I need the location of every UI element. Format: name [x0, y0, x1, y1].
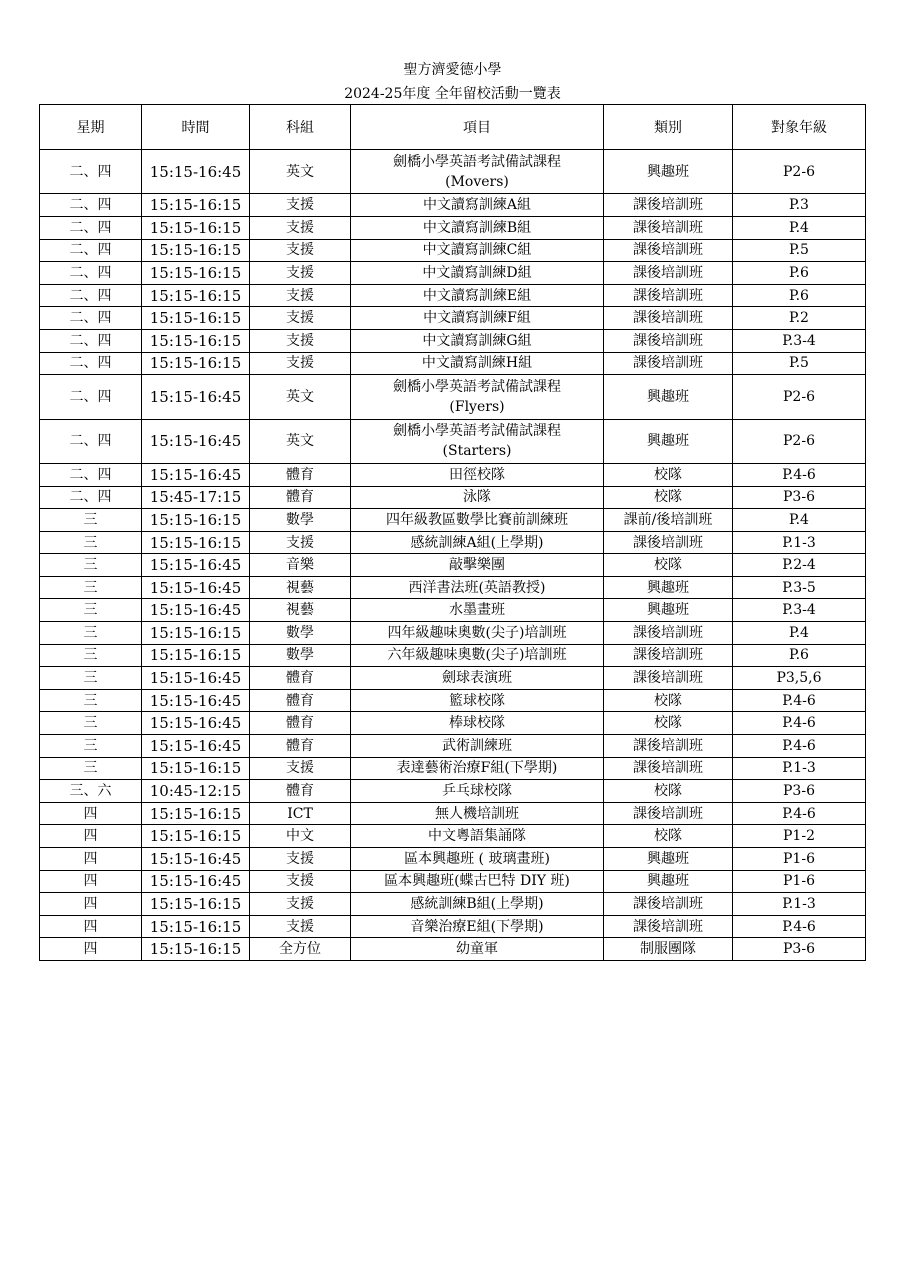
cell-dept: 支援 [250, 284, 351, 307]
cell-time: 15:15-16:15 [142, 352, 250, 375]
cell-item: 乒乓球校隊 [351, 780, 604, 803]
table-row [40, 150, 866, 194]
cell-grade: P3-6 [733, 938, 866, 961]
cell-item-line1: 劍橋小學英語考試備試課程 [393, 378, 561, 395]
cell-time: 15:15-16:45 [142, 735, 250, 758]
cell-type: 校隊 [604, 463, 733, 486]
column-header-dept: 科組 [250, 105, 351, 150]
cell-dept: 支援 [250, 329, 351, 352]
cell-grade: P.6 [733, 644, 866, 667]
cell-dept: 英文 [250, 375, 351, 419]
cell-grade: P.4-6 [733, 915, 866, 938]
cell-item: 感統訓練A組(上學期) [351, 531, 604, 554]
cell-type: 課後培訓班 [604, 622, 733, 645]
cell-dept: 支援 [250, 757, 351, 780]
cell-day: 二、四 [40, 216, 142, 239]
cell-day: 二、四 [40, 419, 142, 463]
table-body [40, 150, 866, 961]
table-row [40, 576, 866, 599]
cell-dept: 體育 [250, 689, 351, 712]
cell-item-line1: 劍橋小學英語考試備試課程 [393, 153, 561, 170]
table-row [40, 893, 866, 916]
cell-type: 課後培訓班 [604, 735, 733, 758]
document-title: 2024-25年度 全年留校活動一覽表 [344, 86, 561, 102]
cell-grade: P.3-4 [733, 329, 866, 352]
cell-day: 四 [40, 938, 142, 961]
cell-time: 15:15-16:45 [142, 554, 250, 577]
cell-grade: P1-6 [733, 848, 866, 871]
cell-grade: P3-6 [733, 486, 866, 509]
table-row [40, 689, 866, 712]
cell-day: 三 [40, 531, 142, 554]
cell-type: 興趣班 [604, 599, 733, 622]
cell-day: 三 [40, 667, 142, 690]
cell-item-line2: (Movers) [445, 173, 509, 190]
cell-grade: P.4-6 [733, 802, 866, 825]
cell-time: 15:15-16:45 [142, 667, 250, 690]
cell-item: 中文讀寫訓練D組 [351, 262, 604, 285]
cell-item: 中文粵語集誦隊 [351, 825, 604, 848]
cell-day: 三 [40, 689, 142, 712]
cell-grade: P.4-6 [733, 689, 866, 712]
cell-dept: 支援 [250, 307, 351, 330]
cell-grade: P.6 [733, 284, 866, 307]
cell-time: 15:15-16:15 [142, 531, 250, 554]
cell-item: 水墨畫班 [351, 599, 604, 622]
cell-item: 六年級趣味奧數(尖子)培訓班 [351, 644, 604, 667]
cell-dept: 體育 [250, 486, 351, 509]
cell-day: 四 [40, 870, 142, 893]
cell-time: 15:45-17:15 [142, 486, 250, 509]
cell-time: 15:15-16:15 [142, 284, 250, 307]
cell-dept: 支援 [250, 262, 351, 285]
cell-item: 四年級教區數學比賽前訓練班 [351, 509, 604, 532]
cell-type: 制服團隊 [604, 938, 733, 961]
cell-time: 15:15-16:15 [142, 644, 250, 667]
cell-item: 田徑校隊 [351, 463, 604, 486]
cell-dept: 全方位 [250, 938, 351, 961]
table-row [40, 848, 866, 871]
table-row [40, 599, 866, 622]
cell-type: 課後培訓班 [604, 893, 733, 916]
cell-dept: 體育 [250, 667, 351, 690]
cell-dept: 體育 [250, 463, 351, 486]
table-header-row [40, 105, 866, 150]
cell-day: 三 [40, 554, 142, 577]
cell-day: 二、四 [40, 239, 142, 262]
cell-type: 校隊 [604, 712, 733, 735]
cell-time: 15:15-16:15 [142, 893, 250, 916]
cell-type: 校隊 [604, 554, 733, 577]
cell-grade: P2-6 [733, 150, 866, 194]
cell-time: 15:15-16:45 [142, 375, 250, 419]
cell-time: 15:15-16:15 [142, 194, 250, 217]
table-row [40, 284, 866, 307]
cell-grade: P1-2 [733, 825, 866, 848]
cell-time: 15:15-16:45 [142, 712, 250, 735]
table-row [40, 554, 866, 577]
cell-day: 二、四 [40, 307, 142, 330]
cell-time: 15:15-16:45 [142, 150, 250, 194]
cell-type: 興趣班 [604, 870, 733, 893]
cell-item: 敲擊樂團 [351, 554, 604, 577]
cell-item: 西洋書法班(英語教授) [351, 576, 604, 599]
cell-item: 中文讀寫訓練H組 [351, 352, 604, 375]
cell-grade: P.4-6 [733, 463, 866, 486]
cell-dept: 支援 [250, 915, 351, 938]
cell-time: 15:15-16:45 [142, 599, 250, 622]
cell-dept: 支援 [250, 216, 351, 239]
cell-grade: P.3-5 [733, 576, 866, 599]
cell-grade: P3,5,6 [733, 667, 866, 690]
table-row [40, 757, 866, 780]
cell-day: 三 [40, 599, 142, 622]
cell-type: 課後培訓班 [604, 216, 733, 239]
table-row [40, 307, 866, 330]
cell-grade: P3-6 [733, 780, 866, 803]
cell-type: 課後培訓班 [604, 667, 733, 690]
cell-type: 課後培訓班 [604, 915, 733, 938]
cell-day: 三 [40, 757, 142, 780]
cell-type: 課後培訓班 [604, 194, 733, 217]
table-row [40, 509, 866, 532]
cell-item: 武術訓練班 [351, 735, 604, 758]
cell-day: 二、四 [40, 150, 142, 194]
table-row [40, 194, 866, 217]
cell-day: 三 [40, 509, 142, 532]
cell-day: 三、六 [40, 780, 142, 803]
cell-type: 課後培訓班 [604, 329, 733, 352]
table-row [40, 375, 866, 419]
cell-type: 課後培訓班 [604, 531, 733, 554]
cell-item: 中文讀寫訓練E組 [351, 284, 604, 307]
cell-time: 15:15-16:15 [142, 262, 250, 285]
column-header-day: 星期 [40, 105, 142, 150]
cell-time: 15:15-16:45 [142, 576, 250, 599]
cell-item [351, 150, 604, 194]
cell-item: 中文讀寫訓練A組 [351, 194, 604, 217]
table-row [40, 329, 866, 352]
cell-time: 15:15-16:15 [142, 757, 250, 780]
cell-type: 校隊 [604, 486, 733, 509]
cell-time: 15:15-16:15 [142, 622, 250, 645]
cell-day: 二、四 [40, 194, 142, 217]
cell-time: 15:15-16:45 [142, 689, 250, 712]
cell-type: 興趣班 [604, 848, 733, 871]
cell-type: 校隊 [604, 825, 733, 848]
column-header-time: 時間 [142, 105, 250, 150]
cell-grade: P.6 [733, 262, 866, 285]
cell-item: 區本興趣班(蝶古巴特 DIY 班) [351, 870, 604, 893]
cell-type: 課後培訓班 [604, 757, 733, 780]
cell-grade: P.1-3 [733, 893, 866, 916]
cell-item-line2: (Starters) [442, 443, 512, 460]
table-row [40, 825, 866, 848]
column-header-type: 類別 [604, 105, 733, 150]
cell-item [351, 375, 604, 419]
cell-item: 幼童軍 [351, 938, 604, 961]
cell-grade: P.4-6 [733, 712, 866, 735]
cell-item: 中文讀寫訓練B組 [351, 216, 604, 239]
cell-grade: P.3 [733, 194, 866, 217]
cell-item: 棒球校隊 [351, 712, 604, 735]
cell-day: 三 [40, 712, 142, 735]
cell-time: 15:15-16:15 [142, 938, 250, 961]
cell-dept: 支援 [250, 352, 351, 375]
cell-dept: 支援 [250, 194, 351, 217]
table-row [40, 712, 866, 735]
table-row [40, 802, 866, 825]
cell-type: 興趣班 [604, 150, 733, 194]
cell-dept: 支援 [250, 848, 351, 871]
cell-day: 四 [40, 802, 142, 825]
cell-item: 中文讀寫訓練C組 [351, 239, 604, 262]
cell-grade: P1-6 [733, 870, 866, 893]
cell-type: 校隊 [604, 780, 733, 803]
cell-time: 15:15-16:15 [142, 509, 250, 532]
column-header-grade: 對象年級 [733, 105, 866, 150]
table-row [40, 644, 866, 667]
cell-dept: 支援 [250, 893, 351, 916]
cell-dept: 英文 [250, 419, 351, 463]
table-row [40, 216, 866, 239]
cell-grade: P2-6 [733, 375, 866, 419]
cell-day: 二、四 [40, 284, 142, 307]
table-row [40, 667, 866, 690]
cell-type: 課後培訓班 [604, 239, 733, 262]
cell-grade: P.4-6 [733, 735, 866, 758]
cell-type: 課後培訓班 [604, 802, 733, 825]
cell-time: 15:15-16:15 [142, 216, 250, 239]
cell-type: 課後培訓班 [604, 644, 733, 667]
cell-time: 10:45-12:15 [142, 780, 250, 803]
cell-item: 中文讀寫訓練F組 [351, 307, 604, 330]
table-row [40, 262, 866, 285]
cell-dept: 體育 [250, 735, 351, 758]
cell-dept: 中文 [250, 825, 351, 848]
cell-grade: P.4 [733, 509, 866, 532]
cell-time: 15:15-16:45 [142, 870, 250, 893]
cell-grade: P.4 [733, 622, 866, 645]
cell-dept: 數學 [250, 509, 351, 532]
cell-dept: 支援 [250, 239, 351, 262]
table-row [40, 622, 866, 645]
table-row [40, 870, 866, 893]
cell-type: 課後培訓班 [604, 352, 733, 375]
table-row [40, 735, 866, 758]
cell-day: 三 [40, 622, 142, 645]
table-row [40, 938, 866, 961]
cell-day: 三 [40, 735, 142, 758]
cell-item: 區本興趣班 ( 玻璃畫班) [351, 848, 604, 871]
cell-item: 感統訓練B組(上學期) [351, 893, 604, 916]
cell-item: 音樂治療E組(下學期) [351, 915, 604, 938]
cell-time: 15:15-16:15 [142, 915, 250, 938]
cell-day: 二、四 [40, 375, 142, 419]
cell-grade: P.2 [733, 307, 866, 330]
cell-type: 興趣班 [604, 576, 733, 599]
cell-day: 二、四 [40, 329, 142, 352]
cell-grade: P.3-4 [733, 599, 866, 622]
cell-type: 課前/後培訓班 [604, 509, 733, 532]
cell-grade: P2-6 [733, 419, 866, 463]
cell-day: 三 [40, 576, 142, 599]
cell-type: 校隊 [604, 689, 733, 712]
cell-grade: P.4 [733, 216, 866, 239]
cell-item-line2: (Flyers) [449, 398, 505, 415]
cell-time: 15:15-16:15 [142, 239, 250, 262]
cell-day: 四 [40, 848, 142, 871]
activity-table [39, 104, 866, 961]
cell-item: 無人機培訓班 [351, 802, 604, 825]
cell-type: 興趣班 [604, 419, 733, 463]
table-row [40, 352, 866, 375]
cell-dept: 視藝 [250, 599, 351, 622]
cell-dept: 支援 [250, 531, 351, 554]
cell-grade: P.5 [733, 239, 866, 262]
table-row [40, 419, 866, 463]
cell-dept: 體育 [250, 712, 351, 735]
cell-item [351, 419, 604, 463]
cell-item: 泳隊 [351, 486, 604, 509]
cell-item: 中文讀寫訓練G組 [351, 329, 604, 352]
cell-dept: 體育 [250, 780, 351, 803]
cell-time: 15:15-16:45 [142, 419, 250, 463]
table-row [40, 239, 866, 262]
cell-day: 四 [40, 825, 142, 848]
cell-dept: 視藝 [250, 576, 351, 599]
cell-day: 二、四 [40, 262, 142, 285]
cell-item: 表達藝術治療F組(下學期) [351, 757, 604, 780]
cell-type: 課後培訓班 [604, 284, 733, 307]
cell-dept: 支援 [250, 870, 351, 893]
cell-day: 二、四 [40, 463, 142, 486]
cell-dept: 數學 [250, 644, 351, 667]
cell-item: 四年級趣味奧數(尖子)培訓班 [351, 622, 604, 645]
cell-time: 15:15-16:15 [142, 307, 250, 330]
cell-time: 15:15-16:45 [142, 463, 250, 486]
cell-time: 15:15-16:15 [142, 329, 250, 352]
table-row [40, 463, 866, 486]
cell-time: 15:15-16:45 [142, 848, 250, 871]
table-row [40, 531, 866, 554]
table-row [40, 486, 866, 509]
cell-grade: P.1-3 [733, 531, 866, 554]
column-header-item: 項目 [351, 105, 604, 150]
table-row [40, 915, 866, 938]
cell-day: 四 [40, 893, 142, 916]
cell-type: 課後培訓班 [604, 307, 733, 330]
cell-item: 劍球表演班 [351, 667, 604, 690]
cell-dept: 英文 [250, 150, 351, 194]
cell-item-line1: 劍橋小學英語考試備試課程 [393, 423, 561, 440]
cell-dept: ICT [250, 802, 351, 825]
cell-day: 三 [40, 644, 142, 667]
cell-time: 15:15-16:15 [142, 825, 250, 848]
cell-grade: P.5 [733, 352, 866, 375]
cell-type: 課後培訓班 [604, 262, 733, 285]
cell-grade: P.1-3 [733, 757, 866, 780]
cell-item: 籃球校隊 [351, 689, 604, 712]
cell-day: 四 [40, 915, 142, 938]
cell-day: 二、四 [40, 352, 142, 375]
cell-dept: 數學 [250, 622, 351, 645]
school-name: 聖方濟愛德小學 [403, 62, 502, 78]
table-row [40, 780, 866, 803]
cell-dept: 音樂 [250, 554, 351, 577]
cell-grade: P.2-4 [733, 554, 866, 577]
cell-type: 興趣班 [604, 375, 733, 419]
cell-day: 二、四 [40, 486, 142, 509]
cell-time: 15:15-16:15 [142, 802, 250, 825]
